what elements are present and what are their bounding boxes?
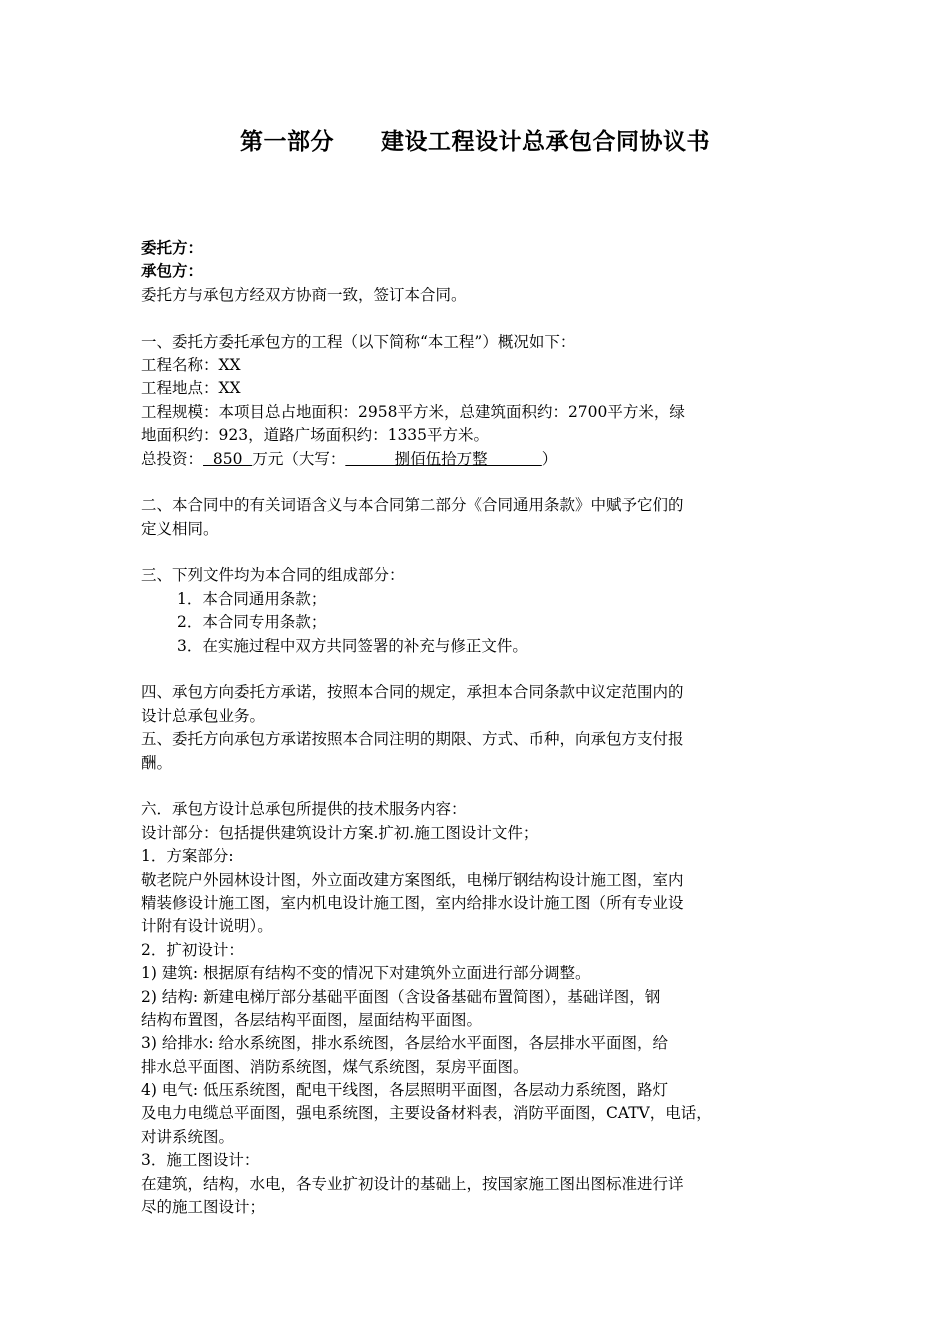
section4-line1: 四、承包方向委托方承诺，按照本合同的规定，承担本合同条款中议定范围内的 — [141, 683, 684, 702]
prelim-heading: 2．扩初设计： — [141, 940, 244, 959]
spacer — [141, 775, 821, 798]
construction-line: 在建筑，结构，水电，各专业扩初设计的基础上，按国家施工图出图标准进行详 — [141, 1174, 684, 1193]
spacer — [141, 541, 821, 564]
construction-heading: 3．施工图设计： — [141, 1151, 260, 1170]
scheme-line: 精装修设计施工图，室内机电设计施工图，室内给排水设计施工图（所有专业设 — [141, 893, 684, 912]
section3-item: 1．本合同通用条款； — [177, 589, 327, 608]
section4-line2: 设计总承包业务。 — [141, 706, 266, 725]
scheme-heading: 1．方案部分: — [141, 847, 234, 866]
section1-heading: 一、委托方委托承包方的工程（以下简称“本工程”）概况如下： — [141, 332, 576, 351]
prelim-line: 排水总平面图、消防系统图，煤气系统图，泵房平面图。 — [141, 1057, 529, 1076]
construction-line: 尽的施工图设计； — [141, 1198, 266, 1217]
section2-line2: 定义相同。 — [141, 519, 219, 538]
section3-item: 2．本合同专用条款； — [177, 613, 327, 632]
section6-heading: 六．承包方设计总承包所提供的技术服务内容： — [141, 800, 467, 819]
investment-label: 总投资： — [141, 449, 204, 468]
investment-close: ） — [541, 449, 558, 468]
scheme-line: 计附有设计说明）。 — [141, 917, 273, 936]
prelim-line: 对讲系统图。 — [141, 1127, 235, 1146]
section5-line2: 酬。 — [141, 753, 173, 772]
project-scale-line2: 地面积约：923，道路广场面积约：1335平方米。 — [141, 426, 490, 445]
prelim-line: 4) 电气: 低压系统图，配电干线图，各层照明平面图，各层动力系统图，路灯 — [141, 1081, 668, 1100]
prelim-line: 结构布置图，各层结构平面图，屋面结构平面图。 — [141, 1010, 483, 1029]
spacer — [141, 471, 821, 494]
section3-item: 3．在实施过程中双方共同签署的补充与修正文件。 — [177, 636, 528, 655]
client-label: 委托方： — [141, 239, 204, 257]
spacer — [141, 307, 821, 330]
investment-amount: 850 — [203, 449, 253, 468]
section2-line1: 二、本合同中的有关词语含义与本合同第二部分《合同通用条款》中赋予它们的 — [141, 496, 684, 515]
investment-amount-words: 捌佰伍拾万整 — [345, 449, 542, 468]
project-location: 工程地点：XX — [141, 379, 241, 398]
intro-paragraph: 委托方与承包方经双方协商一致，签订本合同。 — [141, 285, 467, 304]
prelim-line: 2) 结构: 新建电梯厅部分基础平面图（含设备基础布置简图），基础详图，钢 — [141, 987, 661, 1006]
document-title: 第一部分 建设工程设计总承包合同协议书 — [240, 129, 710, 155]
prelim-line: 3) 给排水: 给水系统图，排水系统图，各层给水平面图，各层排水平面图，给 — [141, 1034, 668, 1053]
section3-heading: 三、下列文件均为本合同的组成部分： — [141, 566, 405, 585]
investment-unit: 万元（大写： — [252, 449, 346, 468]
design-part: 设计部分：包括提供建筑设计方案.扩初.施工图设计文件； — [141, 823, 539, 842]
spacer — [141, 658, 821, 681]
document-body — [141, 237, 821, 1219]
prelim-line: 及电力电缆总平面图，强电系统图，主要设备材料表，消防平面图，CATV，电话， — [141, 1104, 712, 1123]
contractor-label: 承包方： — [141, 262, 204, 281]
project-scale-line1: 工程规模：本项目总占地面积：2958平方米，总建筑面积约：2700平方米，绿 — [141, 402, 685, 421]
scheme-line: 敬老院户外园林设计图，外立面改建方案图纸，电梯厅钢结构设计施工图，室内 — [141, 870, 684, 889]
prelim-line: 1) 建筑: 根据原有结构不变的情况下对建筑外立面进行部分调整。 — [141, 964, 591, 983]
project-name: 工程名称：XX — [141, 355, 241, 374]
total-investment — [141, 448, 821, 471]
section5-line1: 五、委托方向承包方承诺按照本合同注明的期限、方式、币种，向承包方支付报 — [141, 730, 684, 749]
